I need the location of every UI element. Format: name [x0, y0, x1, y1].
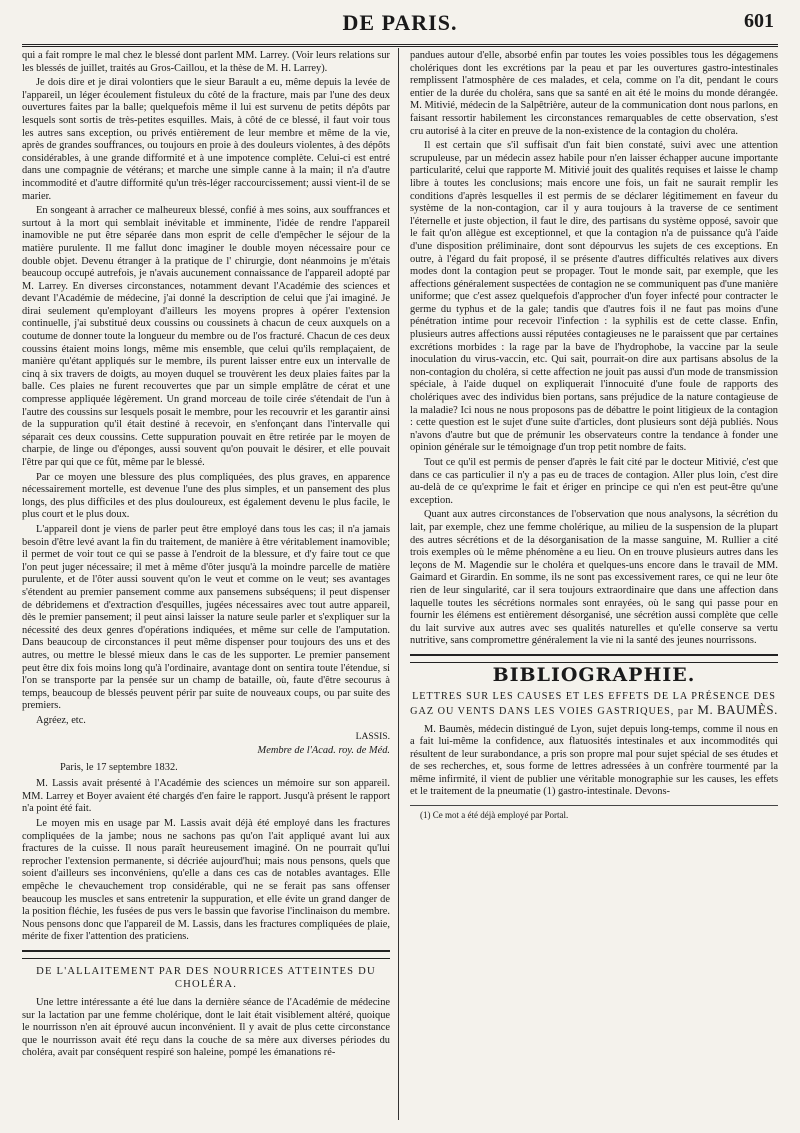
bibliography-title: BIBLIOGRAPHIE.: [492, 663, 696, 686]
bibliography-subtitle: [410, 690, 778, 718]
section-separator: [410, 654, 778, 663]
page-number: 601: [744, 10, 774, 32]
paragraph: Je dois dire et je dirai volontiers que le sieur Barault a eu, même depuis la levée de l'appareil, un léger écoulement fistuleux du côté de la fracture, mais par l'une des deux ouvertures faites par la balle; quelquefois même il lui est survenu de petits dépôts par lesquels sont sortis de très-petites esquilles. Mais, à côté de ce blessé, il faut voir tous les autres sans exception, ou privés entièrement de leur membre et même de la vie, après de grandes souffrances, ou toujours en proie à des douleurs violentes, à des dépôts considérables, à une grande difformité et à une impotence complète. Celui-ci est entré dans une compagnie de vétérans; et marche une simple canne à la main; il n'a d'autre incommodité et d'autre difformité qu'un très-léger raccourcissement; aussi vient-il de se marier.: [22, 77, 390, 202]
dateline: Paris, le 17 septembre 1832.: [60, 761, 178, 773]
paragraph: Agréez, etc.: [36, 714, 86, 726]
left-column: [22, 50, 390, 1120]
paragraph: Par ce moyen une blessure des plus compliquées, des plus graves, en apparence nécessairement mortelle, est devenue l'une des plus simples, et un pansement des plus longs, des plus difficiles et des plus douloureux, est également devenu le plus facile, le plus court et le plus doux.: [22, 471, 390, 521]
paragraph: Une lettre intéressante a été lue dans la dernière séance de l'Académie de médecine sur la lactation par une femme cholérique, dont le lait était visiblement altéré, quoique le nourrisson n'en ait éprouvé aucun inconvénient. Il y avait de plus cette circonstance que le nourrisson avait été reçu dans la couche de sa mère aux diverses périodes du choléra, avait par conséquent respiré son haleine, pompé les émanations ré-: [22, 996, 390, 1059]
paragraph: En songeant à arracher ce malheureux blessé, confié à mes soins, aux souffrances et surtout à la mort qui semblait inévitable et imminente, l'idée de rendre l'appareil inamovible ne put être séparée dans mon esprit de celle d'empêcher le séjour de la matière purulente. Il me fallut donc imaginer le double moyen nécessaire pour ce double objet. Devenu étranger à la pratique de l' chirurgie, dont néanmoins je m'étais beaucoup occupé autrefois, je n'avais aucunement connaissance de l'appareil adopté par M. Larrey. En diverses circonstances, notamment devant l'Académie des sciences et devant l'Académie de médecine, j'ai donné la description de celui que j'ai imaginé. Je dirai seulement qu'employant d'ailleurs les moyens propres à opérer l'extension continuelle, j'ai substitué deux coussins ou coussinets à chacun de ceux auxquels on a coutume de donner toute la longueur du membre ou de l'os fracturé. Chacun de ces deux coussins étaient moins longs, même mis ensemble, que celui qu'ils remplaçaient, de manière qu'étant appliqués sur le membre, ils purent laisser entre eux un intervalle de cinq à six travers de doigts, au moyen duquel se trouvèrent les deux plaies faites par la balle. Ces plaies ne furent recouvertes que par un simple emplâtre de cérat et une compresse appliquée légèrement. Un grand morceau de toile cirée s'étendait de l'un à l'autre des coussins sur lesquels posait le membre, pour les recouvrir et les garantir ainsi de la suppuration qu'il était destiné à recevoir, en s'enfonçant dans l'intervalle qui séparait ces deux coussins. Cette suppuration pouvait en être retirée par le moyen de charpie, de linge ou d'éponges, aussi souvent qu'on pouvait le désirer, et elle pouvait l'être par qui que ce fût, même par le blessé.: [22, 205, 390, 468]
column-divider: [398, 48, 399, 1120]
right-column: [410, 50, 778, 1120]
bibliography-subtitle-text: LETTRES SUR LES CAUSES ET LES EFFETS DE LA PRÉSENCE DES GAZ OU VENTS DANS LES VOIES GASTRIQUES, par: [410, 690, 776, 717]
paragraph: Le moyen mis en usage par M. Lassis avait déjà été employé dans les fractures compliquées de la jambe; nous ne sachons pas qu'on l'ait appliqué avant lui aux fractures de la cuisse. Il nous paraît heureusement imaginé. On ne pourrait qu'lui reprocher l'extension permanente, si décriée aujourd'hui; mais nous pensons, quels que soient d'ailleurs ses inconvéniens, qu'elle a dans ces cas de notables avantages. Elle empêche le chevauchement trop considérable, qui ne se ferait pas sans offenser beaucoup les muscles et sans entretenir la suppuration, et elle évite un grand danger de la position fléchie, les fusées de pus vers le bassin que favorise l'inclinaison du membre. Nous pensons donc que l'appareil de M. Lassis, dans les fractures compliquées de plaie, mérite de fixer l'attention des praticiens.: [22, 818, 390, 943]
paragraph: Quant aux autres circonstances de l'observation que nous analysons, la sécrétion du lait, par exemple, chez une femme cholérique, au milieu de la suspension de la plupart des autres sécrétions et de la désorganisation de la masse sanguine, M. Rullier a cité trois exemples où le même phénomène a eu lieu. On en trouve plusieurs autres dans les leçons de M. Magendie sur le choléra et quelques-uns encore dans le travail de MM. Gaimard et Girardin. En somme, ils ne sont pas excessivement rares, ce qui ne leur ôte rien de leur singularité, car il sera toujours extraordinaire que dans une affection dans laquelle toutes les sécrétions normales sont enrayées, où le sang qui passe pour en fournir les élémens est entièrement désorganisé, une sécrétion aussi complète que celle du lait survive aux autres avec ses qualités naturelles et qu'elle conserve sa vertu nutritive, sans compromettre généralement la vie ni la santé des jeunes nourrissons.: [410, 509, 778, 647]
header-title: DE PARIS.: [342, 10, 458, 35]
bibliography-author: M. BAUMÈS.: [697, 701, 778, 717]
paragraph: M. Lassis avait présenté à l'Académie des sciences un mémoire sur son appareil. MM. Larrey et Boyer avaient été chargés d'en faire le rapport. Jusqu'à présent le rapport n'a point été fait.: [22, 778, 390, 815]
signature-role: Membre de l'Acad. roy. de Méd.: [257, 745, 390, 757]
footnote: (1) Ce mot a été déjà employé par Portal.: [410, 805, 778, 822]
section-separator: [22, 950, 390, 959]
paragraph: M. Baumès, médecin distingué de Lyon, sujet depuis long-temps, comme il nous en a fait lui-même la confidence, aux flatuosités intestinales et aux incommodités qui résultent de leur surabondance, a pris son propre mal pour sujet spécial de ses études et de ses recherches, et, sous forme de lettres adressées à un confrère tourmenté par la même infirmité, il vient de publier une véritable monographie sur les causes, les effets et le traitement de la pneumatie (1) gastro-intestinale. Devons-: [410, 723, 778, 798]
paragraph: qui a fait rompre le mal chez le blessé dont parlent MM. Larrey. (Voir leurs relations sur les blessés de juillet, traités au Gros-Caillou, et la thèse de M. H. Larrey).: [22, 50, 390, 74]
section-title: DE L'ALLAITEMENT PAR DES NOURRICES ATTEINTES DU CHOLÉRA.: [36, 965, 376, 990]
signature-name: LASSIS.: [355, 731, 390, 743]
page-header: [22, 8, 778, 47]
paragraph: L'appareil dont je viens de parler peut être employé dans tous les cas; il n'a jamais besoin d'être levé avant la fin du traitement, de manière à être véritablement inamovible; il permet de voir tout ce qui se passe à l'endroit de la blessure, et d'y faire tout ce que l'on peut juger nécessaire; il met à même d'ôter jusqu'à la moindre parcelle de matière purulente, et de l'ôter aussi souvent qu'on le veut et comme on le veut; ses avantages s'étendent au premier pansement comme aux pansemens subséquens; il peut dispenser de débridemens et d'extraction d'esquilles, jugées nécessaires avec tout autre appareil, dès le premier pansement; il peut ainsi laisser la nature seule parler et s'expliquer sur la nécessité des deux genres d'opérations indiquées, et même sur celle de l'amputation. Dans beaucoup de circonstances il peut même dispenser pour toujours des uns et des autres, ou mettre le blessé mieux dans le cas de les supporter. Le premier pansement peut être dix fois moins long qu'à l'ordinaire, avantage dont on sentira toute l'étendue, si l'on se transporte par la pensée sur un champ de bataille, où, faute d'être secourus à temps, beaucoup de blessés peuvent périr par suite de nouveaux coups, ou par suite des premiers.: [22, 523, 390, 712]
paragraph: pandues autour d'elle, absorbé enfin par toutes les voies possibles tous les dégagemens cholériques dont les excrétions par la peau et par les ouvertures gastro-intestinales remplissent l'atmosphère de ces malades, et cela, comme on l'a dit, pendant le cours entier de la durée du choléra, sans que sa santé en ait été le moins du monde dérangée. M. Mitivié, médecin de la Salpêtrière, auteur de la communication dont nous parlons, en faisant ressortir habilement les circonstances remarquables de cette observation, s'est cru autorisé à la citer en preuve de la non-existence de la contagion du choléra.: [410, 50, 778, 137]
paragraph: Il est certain que s'il suffisait d'un fait bien constaté, suivi avec une attention scrupuleuse, par un médecin assez habile pour n'en laisser échapper aucune importante particularité, celui que rapporte M. Mitivié jouit des qualités requises et laisse le champ libre à toutes les conclusions; mais encore une fois, un fait ne saurait remplir les conditions d'après lesquelles il est permis de se déclarer légitimement en faveur du système de la non-contagion, car il y aura toujours à la traverse de ce sentiment l'éternelle et juste objection, il faut le dire, des partisans du système opposé, savoir que le fait qu'on allègue est exceptionnel, et que la contagion n'a de puissance qu'à l'aide d'une disposition préliminaire, dont sont dépourvus les sujets de ces exceptions. En outre, à l'égard du fait proposé, il se présente d'autres difficultés relatives aux divers modes dont la contagion peut se propager. Tout le monde sait, par exemple, que les affections généralement suspectées de contagion ne se communiquent pas d'une manière uniforme; que c'est assez quelquefois d'approcher d'un foyer infecté pour contracter le germe du typhus et de la gale; tandis que d'autres fois il ne faut pas moins d'une pénétration intime pour recevoir l'infection : la syphilis est de cette classe. Enfin, plusieurs autres affections aussi réputées contagieuses ne le paraissent que par certaines excrétions morbides : la rage par la bave de l'hydrophobe, la vaccine par la seule inoculation du virus-vaccin, etc. Qui sait, pourrait-on dire aux partisans absolus de la non-contagion du choléra, si cette affection ne jouit pas aussi d'un mode de transmission spéciale, à l'aide duquel on expliquerait l'innocuité d'une foule de rapports des cholériques avec des individus bien portans, sans préjudice de la nature contagieuse de la maladie? Ici nous ne nous proposons pas de débattre le point litigieux de la contagion : cette question est le sujet d'une suite d'articles, dont plusieurs sont déjà publiés. Nous n'avons d'autre but que de prémunir les observateurs contre la tendance à fonder une opinion générale sur le témoignage d'un trop petit nombre de faits.: [410, 140, 778, 454]
paragraph: Tout ce qu'il est permis de penser d'après le fait cité par le docteur Mitivié, c'est que dans ce cas particulier il n'y a pas eu de traces de contagion. Aller plus loin, c'est dire au-delà de ce qu'exprime le fait et ériger en principe ce qui n'en est peut-être qu'une exception.: [410, 457, 778, 506]
